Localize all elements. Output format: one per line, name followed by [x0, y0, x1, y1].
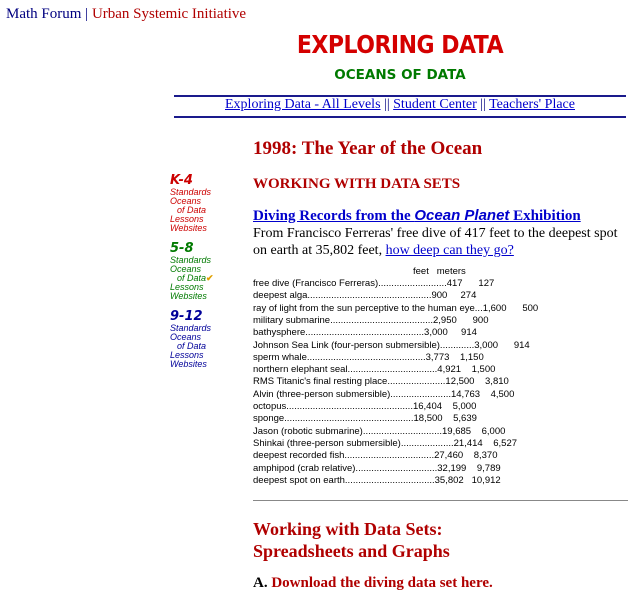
table-row: sponge.................................................18,500 5,639 [253, 413, 477, 425]
nav-bar [174, 97, 626, 113]
table-row: northern elephant seal..................................4,921 1,500 [253, 364, 496, 376]
checkmark-icon: ✔ [206, 273, 214, 283]
diving-description-text: From Francisco Ferreras' free dive of 417 feet to the deepest spot on earth at 35,802 feet, [253, 226, 618, 258]
download-item [253, 575, 493, 592]
table-row: Shinkai (three-person submersible)....................21,414 6,527 [253, 437, 518, 449]
diving-records-link-post[interactable]: Exhibition [509, 208, 581, 224]
grade-sidebar [170, 173, 250, 377]
download-item-label: A. [253, 575, 268, 591]
diving-records-link[interactable] [253, 207, 581, 225]
nav-all-levels-link[interactable]: Exploring Data - All Levels [225, 97, 381, 112]
nav-separator: || [384, 97, 390, 112]
math-forum-link[interactable]: Math Forum [6, 6, 82, 22]
banner-subtitle: OCEANS OF DATA [334, 67, 466, 83]
table-row: Jason (robotic submarine)..............................19,685 6,000 [253, 425, 506, 437]
top-separator: | [85, 6, 89, 22]
sidebar-k4-heading[interactable]: K-4 [170, 173, 193, 188]
table-row: octopus................................................16,404 5,000 [253, 401, 477, 412]
diving-description [253, 225, 628, 259]
top-links [6, 6, 246, 23]
sidebar-5-8-of-data-label[interactable]: of Data [177, 273, 207, 283]
spreadsheets-heading [253, 518, 450, 562]
sidebar-5-8-heading[interactable]: 5-8 [170, 241, 194, 256]
spreadsheets-heading-line1: Working with Data Sets: [253, 519, 443, 539]
sidebar-5-8-lessons[interactable]: Lessons [170, 282, 204, 292]
ocean-planet-title[interactable]: Ocean Planet [414, 207, 510, 224]
sidebar-9-12-websites[interactable]: Websites [170, 359, 207, 369]
table-row: military submarine.......................................2,950 900 [253, 314, 489, 326]
sidebar-k4-lessons[interactable]: Lessons [170, 214, 204, 224]
sidebar-9-12-lessons[interactable]: Lessons [170, 350, 204, 360]
sidebar-9-12-standards[interactable]: Standards [170, 323, 212, 333]
diving-records-link-pre[interactable]: Diving Records from the [253, 208, 415, 224]
urban-systemic-initiative-link[interactable]: Urban Systemic Initiative [91, 6, 247, 22]
how-deep-link[interactable]: how deep can they go? [385, 243, 514, 258]
sidebar-k4-websites[interactable]: Websites [170, 223, 207, 233]
table-row: bathysphere.............................................3,000 914 [253, 327, 477, 339]
sidebar-k4-oceans[interactable]: Oceans [170, 196, 202, 206]
sidebar-k4-of-data[interactable]: of Data [177, 205, 207, 215]
sidebar-5-8-websites[interactable]: Websites [170, 291, 207, 301]
nav-student-center-link[interactable]: Student Center [393, 97, 477, 112]
sidebar-5-8-oceans[interactable]: Oceans [170, 264, 202, 274]
sidebar-5-8[interactable] [170, 241, 250, 301]
sidebar-k4-standards[interactable]: Standards [170, 187, 212, 197]
table-row: Johnson Sea Link (four-person submersible).............3,000 914 [253, 339, 530, 351]
nav-teachers-place-link[interactable]: Teachers' Place [489, 97, 575, 112]
table-row: sperm whale.............................................3,773 1,150 [253, 351, 484, 363]
nav-bottom-rule [174, 116, 626, 118]
table-header: feet meters [413, 266, 466, 277]
nav-separator: || [480, 97, 486, 112]
table-row: free dive (Francisco Ferreras)..........................417 127 [253, 278, 495, 289]
section-title: WORKING WITH DATA SETS [253, 176, 461, 192]
table-row: ray of light from the sun perceptive to the human eye...1,600 500 [253, 302, 539, 314]
table-row: RMS Titanic's final resting place......................12,500 3,810 [253, 376, 509, 388]
download-data-set-link[interactable]: Download the diving data set here. [271, 575, 493, 591]
page-title: 1998: The Year of the Ocean [253, 138, 483, 159]
table-row: Alvin (three-person submersible).......................14,763 4,500 [253, 388, 515, 400]
sidebar-9-12-oceans[interactable]: Oceans [170, 332, 202, 342]
table-row: deepest recorded fish..................................27,460 8,370 [253, 450, 498, 462]
sidebar-9-12[interactable] [170, 309, 250, 369]
section-divider [253, 500, 628, 501]
spreadsheets-heading-line2: Spreadsheets and Graphs [253, 541, 450, 561]
table-row: amphipod (crab relative)...............................32,199 9,789 [253, 462, 501, 474]
sidebar-9-12-heading[interactable]: 9-12 [170, 309, 203, 324]
table-row: deepest spot on earth..................................35,802 10,912 [253, 474, 501, 486]
banner-title: EXPLORING DATA [296, 31, 504, 60]
table-row: deepest alga...............................................900 274 [253, 290, 477, 302]
sidebar-9-12-of-data[interactable]: of Data [177, 341, 207, 351]
sidebar-k4[interactable] [170, 173, 250, 233]
sidebar-5-8-standards[interactable]: Standards [170, 255, 212, 265]
